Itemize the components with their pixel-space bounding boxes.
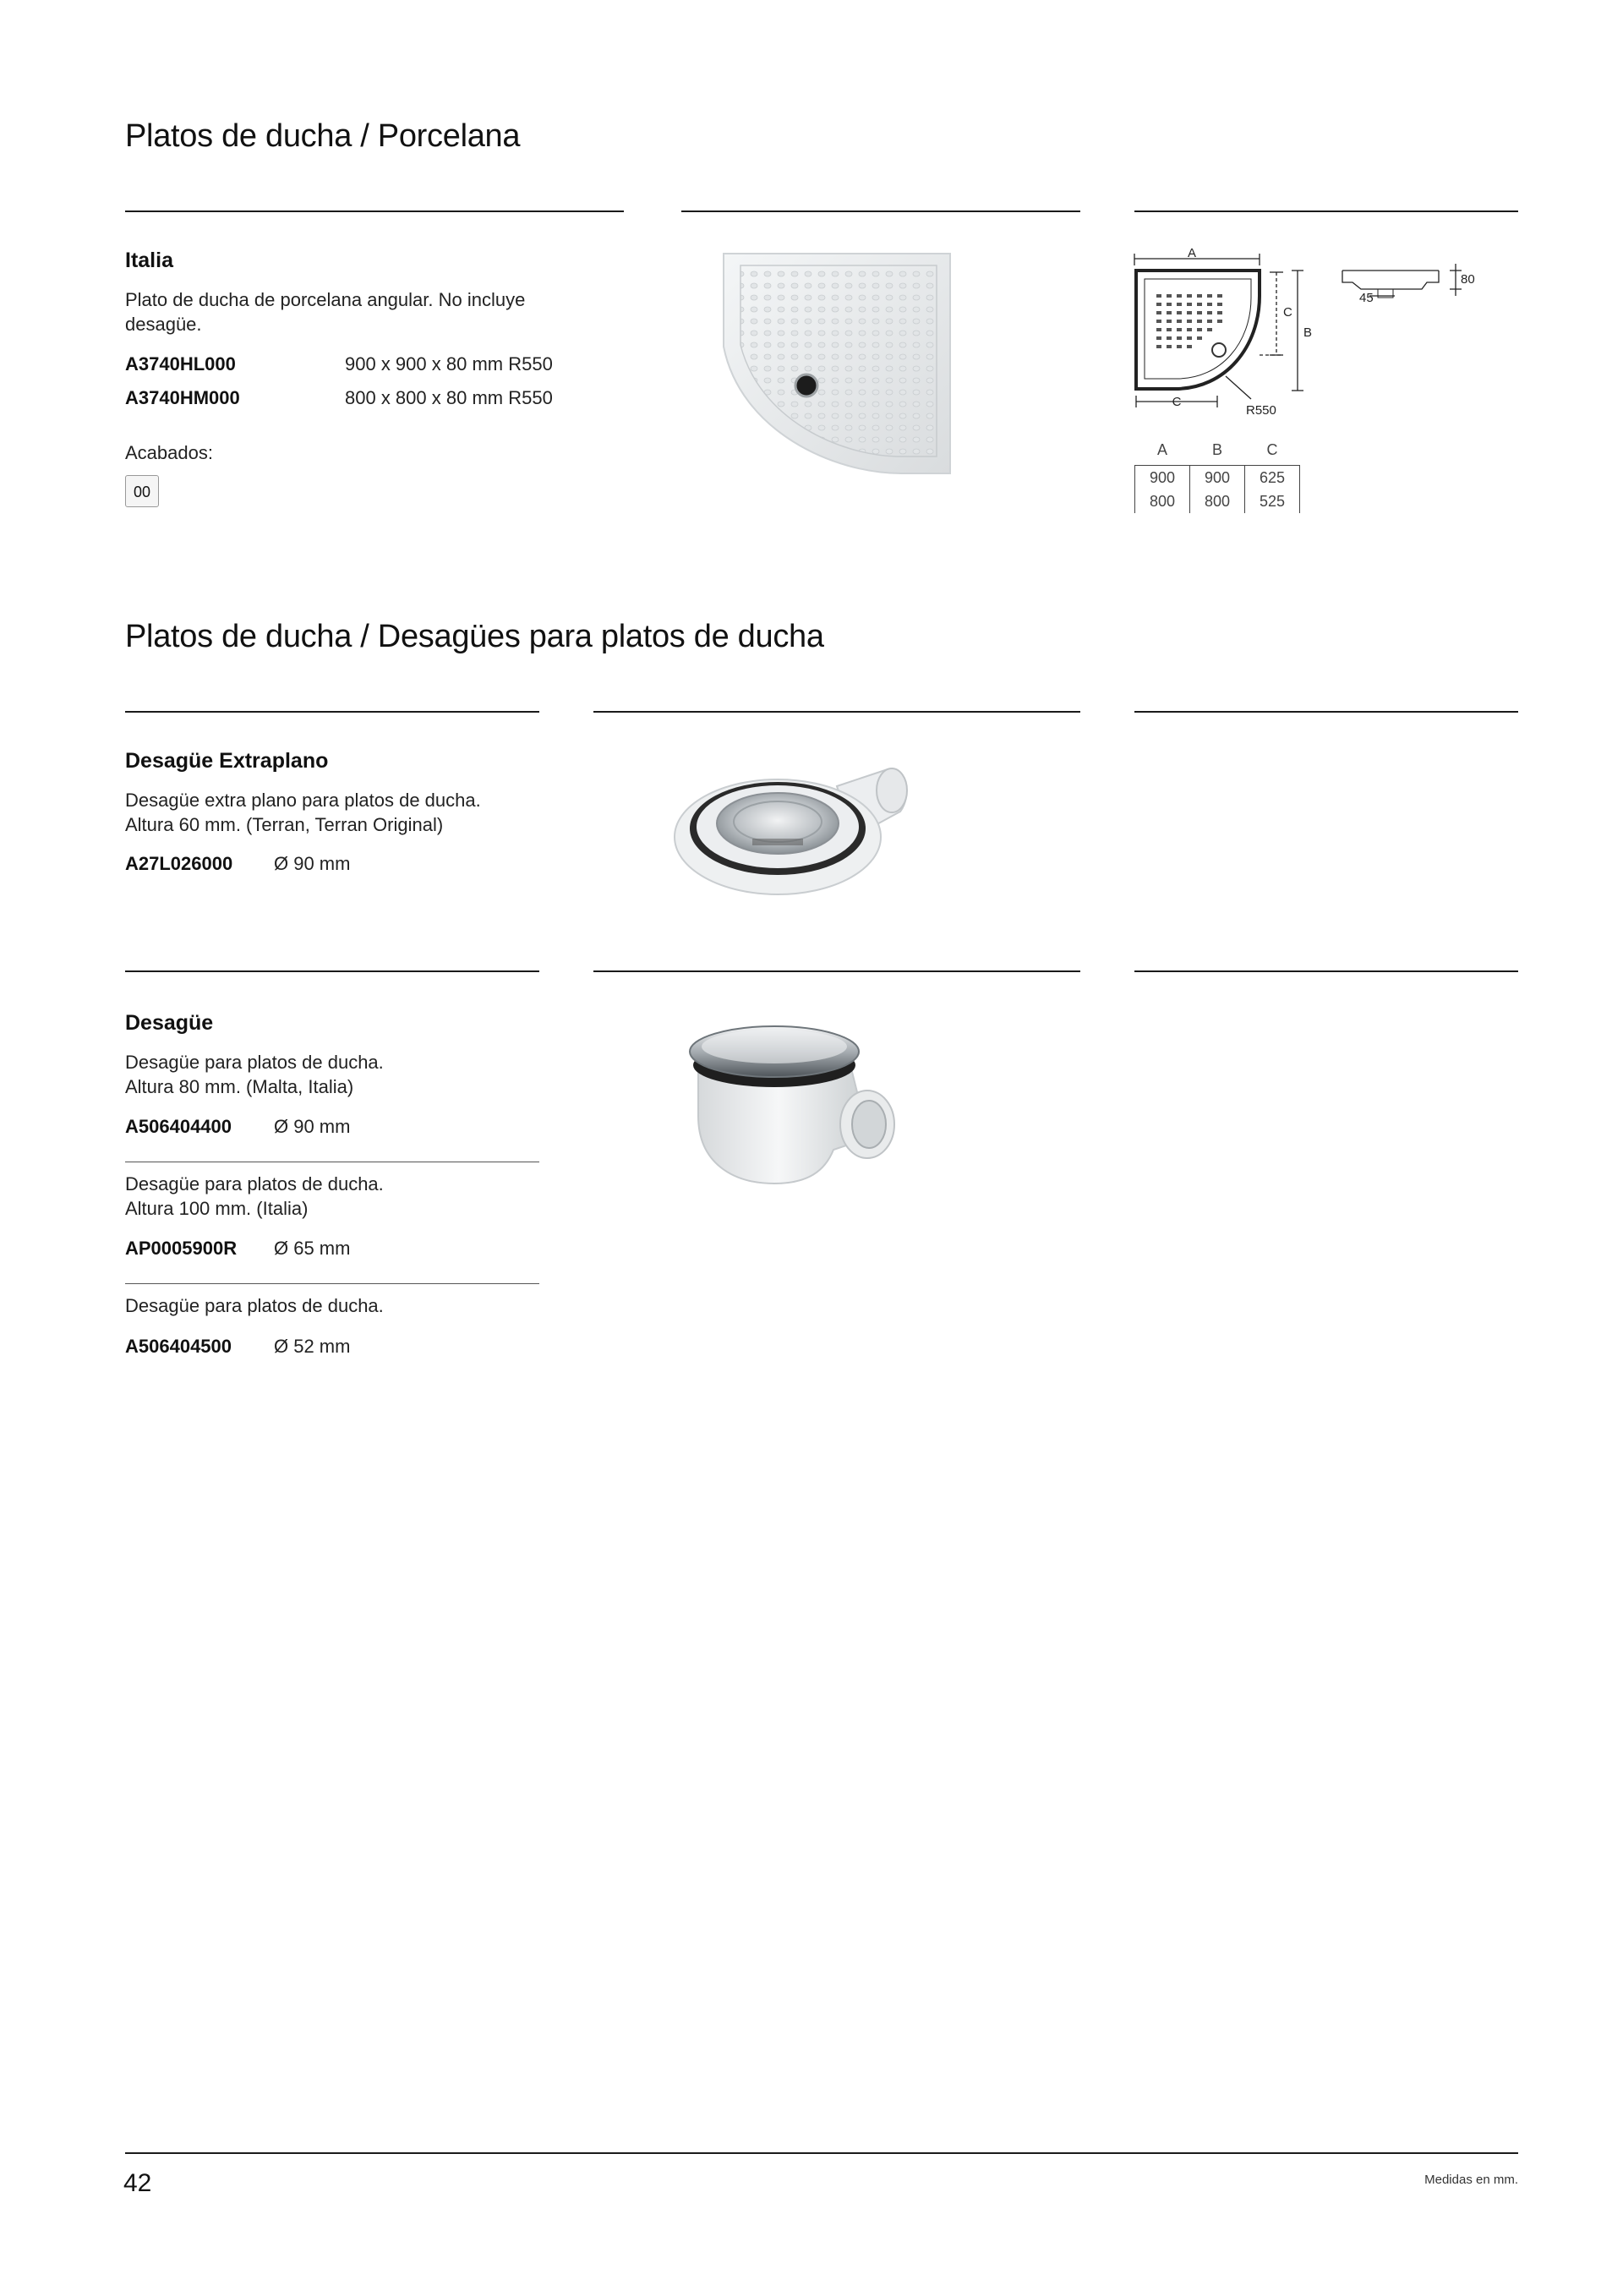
table-cell: 625 xyxy=(1245,466,1300,490)
footer-note: Medidas en mm. xyxy=(1424,2173,1518,2187)
table-cell: 900 xyxy=(1190,466,1245,490)
section-title-desagues: Platos de ducha / Desagües para platos de ducha xyxy=(125,619,824,654)
shower-tray-image xyxy=(681,245,960,482)
product-description: Desagüe para platos de ducha. xyxy=(125,1295,384,1316)
divider xyxy=(125,210,624,212)
dimension-table xyxy=(1134,435,1300,513)
table-header: A xyxy=(1156,440,1167,458)
table-cell: 525 xyxy=(1245,489,1300,513)
product-title-italia: Italia xyxy=(125,249,173,272)
table-cell: 900 xyxy=(1135,466,1190,490)
product-description: Plato de ducha de porcelana angular. No incluye desagüe. xyxy=(125,289,526,335)
table-row xyxy=(1135,489,1300,513)
divider xyxy=(681,210,1080,212)
divider xyxy=(125,970,539,972)
product-code: A506404400 xyxy=(125,1116,232,1137)
table-cell: 800 xyxy=(1190,489,1245,513)
drawing-label-45: 45 xyxy=(1359,291,1374,305)
product-size: Ø 90 mm xyxy=(274,853,351,874)
product-description: Desagüe para platos de ducha. xyxy=(125,1173,384,1194)
product-code: A3740HM000 xyxy=(125,387,240,408)
drawing-label-radius: R550 xyxy=(1246,403,1276,414)
finish-swatch[interactable]: 00 xyxy=(125,475,159,507)
product-size: Ø 65 mm xyxy=(274,1238,351,1259)
product-dimensions: 800 x 800 x 80 mm R550 xyxy=(345,387,553,408)
product-description: Altura 60 mm. (Terran, Terran Original) xyxy=(125,814,444,835)
product-code: A3740HL000 xyxy=(125,353,236,374)
page-number: 42 xyxy=(123,2169,152,2197)
section-title-porcelana: Platos de ducha / Porcelana xyxy=(125,118,521,154)
product-title-desague: Desagüe xyxy=(125,1011,214,1035)
drawing-label-c: C xyxy=(1283,305,1292,320)
finishes-label: Acabados: xyxy=(125,442,213,463)
product-description: Altura 80 mm. (Malta, Italia) xyxy=(125,1076,354,1097)
footer-divider xyxy=(125,2152,1518,2154)
product-size: Ø 90 mm xyxy=(274,1116,351,1137)
divider xyxy=(125,711,539,713)
product-description: Desagüe para platos de ducha. xyxy=(125,1052,384,1073)
table-row xyxy=(1135,466,1300,490)
divider xyxy=(1134,970,1518,972)
extraplano-drain-image xyxy=(659,744,930,921)
table-cell: 800 xyxy=(1135,489,1190,513)
drawing-label-c-bottom: C xyxy=(1172,395,1182,409)
divider xyxy=(593,970,1080,972)
product-dimensions: 900 x 900 x 80 mm R550 xyxy=(345,353,553,374)
product-title-extraplano: Desagüe Extraplano xyxy=(125,749,329,773)
divider xyxy=(1134,210,1518,212)
table-header: B xyxy=(1211,440,1222,458)
drawing-label-a: A xyxy=(1187,246,1197,260)
product-code: A27L026000 xyxy=(125,853,233,874)
product-size: Ø 52 mm xyxy=(274,1336,351,1357)
product-code: AP0005900R xyxy=(125,1238,238,1259)
desague-drain-image xyxy=(681,1014,918,1200)
technical-drawing xyxy=(1124,245,1479,414)
divider xyxy=(1134,711,1518,713)
product-description: Desagüe extra plano para platos de ducha. xyxy=(125,790,481,811)
table-header: C xyxy=(1266,440,1278,458)
drawing-label-b: B xyxy=(1303,325,1313,340)
divider xyxy=(593,711,1080,713)
drawing-label-80: 80 xyxy=(1461,272,1475,287)
product-code: A506404500 xyxy=(125,1336,232,1357)
divider xyxy=(125,1283,539,1284)
product-description: Altura 100 mm. (Italia) xyxy=(125,1198,309,1219)
